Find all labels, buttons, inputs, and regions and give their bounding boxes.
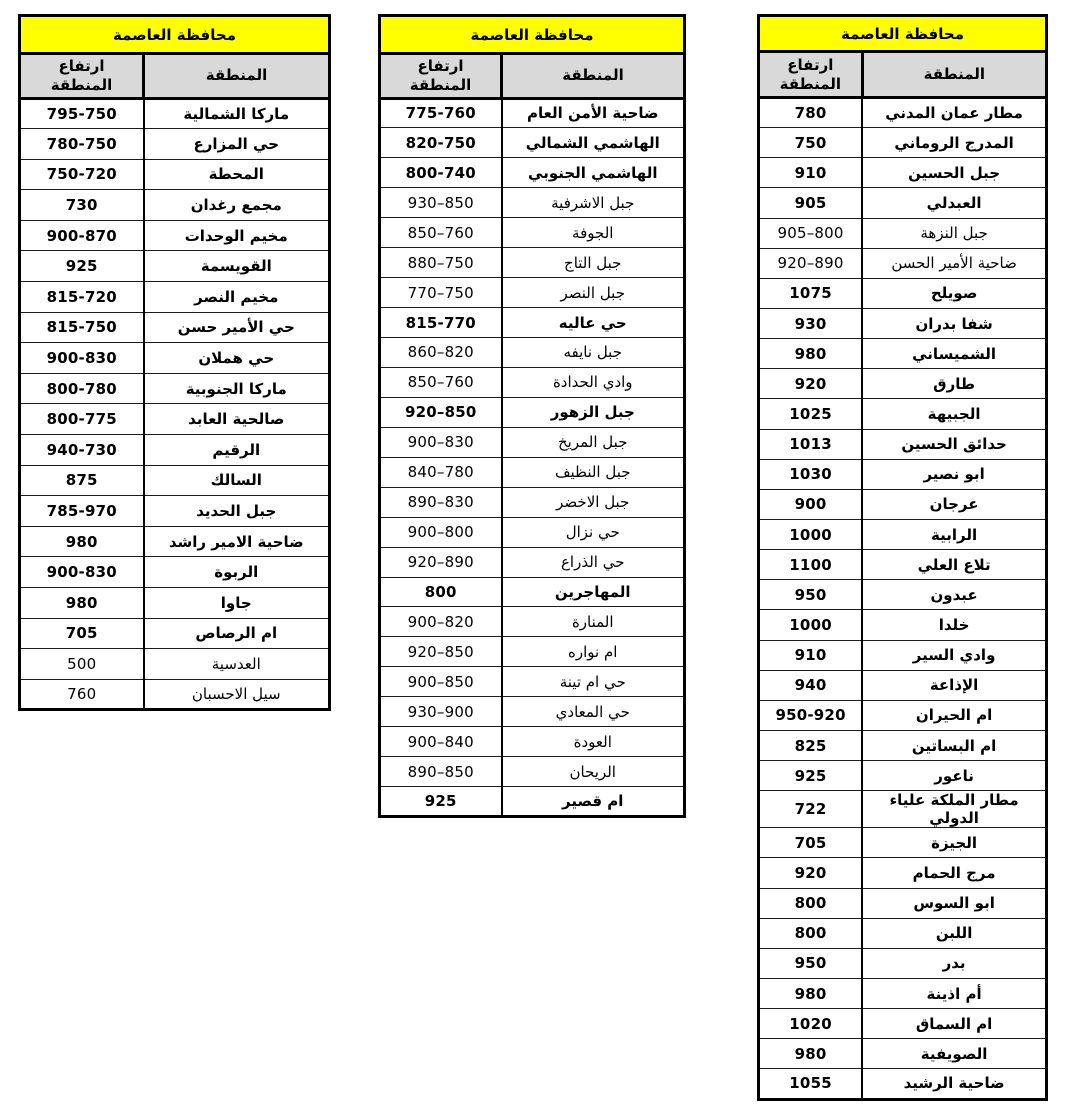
area-name-cell: العدسية xyxy=(144,649,330,680)
table-row xyxy=(380,517,685,547)
table-row xyxy=(759,369,1047,399)
area-name-cell: حي نزال xyxy=(502,517,685,547)
table-row xyxy=(380,367,685,397)
column-header-row xyxy=(380,54,685,99)
area-name-cell: الجيزة xyxy=(862,828,1046,858)
table-row xyxy=(380,218,685,248)
table-row xyxy=(380,787,685,817)
area-elevation-cell: 920–890 xyxy=(759,248,863,278)
area-elevation-cell: 1025 xyxy=(759,399,863,429)
area-name-cell: جبل الاشرفية xyxy=(502,188,685,218)
table-row xyxy=(380,457,685,487)
table-row xyxy=(380,158,685,188)
area-name-cell: الريحان xyxy=(502,757,685,787)
area-elevation-cell: 1013 xyxy=(759,429,863,459)
area-elevation-cell: 815-750 xyxy=(20,312,144,343)
area-elevation-cell: 850–760 xyxy=(380,218,502,248)
area-elevation-cell: 500 xyxy=(20,649,144,680)
table-row xyxy=(380,308,685,338)
governorate-table-left xyxy=(18,14,331,711)
table-row xyxy=(20,282,330,313)
area-name-cell: ام نواره xyxy=(502,637,685,667)
area-name-cell: ماركا الشمالية xyxy=(144,98,330,129)
area-elevation-cell: 925 xyxy=(380,787,502,817)
area-name-cell: ناعور xyxy=(862,761,1046,791)
table-row xyxy=(759,158,1047,188)
area-elevation-cell: 980 xyxy=(20,526,144,557)
area-elevation-cell: 722 xyxy=(759,791,863,828)
area-name-cell: المهاجرين xyxy=(502,577,685,607)
area-name-cell: ام البساتين xyxy=(862,730,1046,760)
column-header-row xyxy=(20,54,330,99)
area-elevation-cell: 1000 xyxy=(759,519,863,549)
area-name-cell: اللبن xyxy=(862,918,1046,948)
table-row xyxy=(759,188,1047,218)
table-row xyxy=(20,649,330,680)
area-name-cell: الشميساني xyxy=(862,339,1046,369)
table-row xyxy=(20,465,330,496)
capital-governorate-table xyxy=(378,14,686,818)
area-name-cell: العبدلي xyxy=(862,188,1046,218)
area-elevation-cell: 1000 xyxy=(759,610,863,640)
area-name-cell: ابو السوس xyxy=(862,888,1046,918)
table-row xyxy=(759,640,1047,670)
area-name-cell: المنارة xyxy=(502,607,685,637)
area-name-cell: أم اذينة xyxy=(862,978,1046,1008)
area-name-cell: العودة xyxy=(502,727,685,757)
area-elevation-cell: 780-750 xyxy=(20,129,144,160)
table-title: محافظة العاصمة xyxy=(20,16,330,54)
area-name-cell: شفا بدران xyxy=(862,308,1046,338)
table-row xyxy=(759,888,1047,918)
area-elevation-cell: 950 xyxy=(759,948,863,978)
area-elevation-cell: 705 xyxy=(20,618,144,649)
area-elevation-cell: 920 xyxy=(759,858,863,888)
table-row xyxy=(759,700,1047,730)
area-elevation-cell: 925 xyxy=(759,761,863,791)
area-elevation-cell: 1020 xyxy=(759,1009,863,1039)
area-name-cell: ضاحية الرشيد xyxy=(862,1069,1046,1099)
table-row xyxy=(380,427,685,457)
area-elevation-cell: 880–750 xyxy=(380,248,502,278)
area-name-cell: الجوفة xyxy=(502,218,685,248)
table-row xyxy=(20,312,330,343)
area-elevation-cell: 780 xyxy=(759,98,863,128)
table-row xyxy=(759,858,1047,888)
area-elevation-cell: 825 xyxy=(759,730,863,760)
column-header-area: المنطقة xyxy=(144,54,330,99)
table-row xyxy=(20,129,330,160)
column-header-elevation: ارتفاع المنطقة xyxy=(20,54,144,99)
table-row xyxy=(380,188,685,218)
table-row xyxy=(20,98,330,129)
area-name-cell: جبل الحديد xyxy=(144,496,330,527)
area-elevation-cell: 980 xyxy=(759,978,863,1008)
capital-governorate-table xyxy=(18,14,331,711)
table-row xyxy=(20,343,330,374)
column-header-row xyxy=(759,52,1047,98)
area-name-cell: ضاحية الأمن العام xyxy=(502,98,685,128)
area-name-cell: جاوا xyxy=(144,588,330,619)
table-row xyxy=(759,218,1047,248)
area-elevation-cell: 890–830 xyxy=(380,487,502,517)
column-header-area: المنطقة xyxy=(502,54,685,99)
table-row xyxy=(759,730,1047,760)
table-row xyxy=(759,459,1047,489)
area-elevation-cell: 1100 xyxy=(759,550,863,580)
area-elevation-cell: 910 xyxy=(759,158,863,188)
area-name-cell: حي هملان xyxy=(144,343,330,374)
area-elevation-cell: 920 xyxy=(759,369,863,399)
table-row xyxy=(759,519,1047,549)
area-name-cell: عرجان xyxy=(862,489,1046,519)
table-row xyxy=(380,757,685,787)
area-name-cell: وادي السير xyxy=(862,640,1046,670)
area-name-cell: مخيم النصر xyxy=(144,282,330,313)
table-row xyxy=(20,618,330,649)
table-row xyxy=(759,550,1047,580)
table-row xyxy=(380,697,685,727)
area-elevation-cell: 905–800 xyxy=(759,218,863,248)
table-row xyxy=(759,978,1047,1008)
table-row xyxy=(759,339,1047,369)
area-name-cell: مجمع رغدان xyxy=(144,190,330,221)
area-elevation-cell: 900 xyxy=(759,489,863,519)
table-row xyxy=(20,404,330,435)
table-row xyxy=(759,489,1047,519)
area-elevation-cell: 815-770 xyxy=(380,308,502,338)
table-row xyxy=(20,220,330,251)
area-elevation-cell: 840–780 xyxy=(380,457,502,487)
area-name-cell: وادي الحدادة xyxy=(502,367,685,397)
governorate-table-right xyxy=(757,14,1048,1101)
area-elevation-cell: 800 xyxy=(759,888,863,918)
area-name-cell: جبل الزهور xyxy=(502,397,685,427)
table-title: محافظة العاصمة xyxy=(759,16,1047,52)
area-name-cell: الربوة xyxy=(144,557,330,588)
area-elevation-cell: 900-830 xyxy=(20,557,144,588)
area-name-cell: حي الأمير حسن xyxy=(144,312,330,343)
area-name-cell: الهاشمي الجنوبي xyxy=(502,158,685,188)
area-elevation-cell: 900–800 xyxy=(380,517,502,547)
area-name-cell: ضاحية الأمير الحسن xyxy=(862,248,1046,278)
area-name-cell: مطار عمان المدني xyxy=(862,98,1046,128)
table-row xyxy=(380,338,685,368)
column-header-elevation: ارتفاع المنطقة xyxy=(380,54,502,99)
area-name-cell: سيل الاحسبان xyxy=(144,679,330,710)
area-name-cell: الصويفية xyxy=(862,1039,1046,1069)
area-elevation-cell: 900–830 xyxy=(380,427,502,457)
table-row xyxy=(759,248,1047,278)
area-elevation-cell: 950-920 xyxy=(759,700,863,730)
area-elevation-cell: 890–850 xyxy=(380,757,502,787)
table-row xyxy=(20,526,330,557)
table-row xyxy=(759,1009,1047,1039)
table-row xyxy=(759,761,1047,791)
area-elevation-cell: 770–750 xyxy=(380,278,502,308)
area-name-cell: جبل الاخضر xyxy=(502,487,685,517)
area-elevation-cell: 950 xyxy=(759,580,863,610)
table-row xyxy=(20,190,330,221)
table-row xyxy=(759,1069,1047,1099)
area-elevation-cell: 930 xyxy=(759,308,863,338)
area-name-cell: حي المعادي xyxy=(502,697,685,727)
table-row xyxy=(759,128,1047,158)
area-name-cell: تلاع العلي xyxy=(862,550,1046,580)
table-row xyxy=(759,399,1047,429)
table-row xyxy=(380,397,685,427)
area-name-cell: الهاشمي الشمالي xyxy=(502,128,685,158)
area-elevation-cell: 910 xyxy=(759,640,863,670)
governorate-table-middle xyxy=(378,14,686,818)
area-elevation-cell: 730 xyxy=(20,190,144,221)
area-elevation-cell: 900-830 xyxy=(20,343,144,374)
table-row xyxy=(20,557,330,588)
table-row xyxy=(20,588,330,619)
table-row xyxy=(380,577,685,607)
area-elevation-cell: 800 xyxy=(380,577,502,607)
table-row xyxy=(759,429,1047,459)
table-row xyxy=(759,948,1047,978)
table-row xyxy=(380,547,685,577)
area-elevation-cell: 800-775 xyxy=(20,404,144,435)
table-row xyxy=(380,128,685,158)
area-name-cell: السالك xyxy=(144,465,330,496)
area-elevation-cell: 940-730 xyxy=(20,435,144,466)
table-row xyxy=(20,435,330,466)
area-name-cell: جبل المريخ xyxy=(502,427,685,457)
table-row xyxy=(20,496,330,527)
area-name-cell: صويلح xyxy=(862,278,1046,308)
area-elevation-cell: 705 xyxy=(759,828,863,858)
area-name-cell: عبدون xyxy=(862,580,1046,610)
area-name-cell: خلدا xyxy=(862,610,1046,640)
area-name-cell: المحطة xyxy=(144,159,330,190)
table-row xyxy=(380,637,685,667)
area-elevation-cell: 930–850 xyxy=(380,188,502,218)
area-name-cell: ابو نصير xyxy=(862,459,1046,489)
area-elevation-cell: 980 xyxy=(759,1039,863,1069)
column-header-area: المنطقة xyxy=(862,52,1046,98)
area-elevation-cell: 775-760 xyxy=(380,98,502,128)
table-row xyxy=(759,1039,1047,1069)
area-name-cell: الرقيم xyxy=(144,435,330,466)
area-name-cell: الرابية xyxy=(862,519,1046,549)
area-name-cell: طارق xyxy=(862,369,1046,399)
table-row xyxy=(759,918,1047,948)
area-name-cell: حي الذراع xyxy=(502,547,685,577)
area-name-cell: مرج الحمام xyxy=(862,858,1046,888)
table-row xyxy=(759,791,1047,828)
area-name-cell: الإذاعة xyxy=(862,670,1046,700)
table-row xyxy=(380,607,685,637)
area-name-cell: مطار الملكة علياء الدولي xyxy=(862,791,1046,828)
area-name-cell: حي ام تينة xyxy=(502,667,685,697)
area-name-cell: ام قصير xyxy=(502,787,685,817)
area-name-cell: ام الحيران xyxy=(862,700,1046,730)
area-elevation-cell: 800 xyxy=(759,918,863,948)
table-title-row xyxy=(380,16,685,54)
table-row xyxy=(20,373,330,404)
area-name-cell: ام السماق xyxy=(862,1009,1046,1039)
area-name-cell: الجبيهة xyxy=(862,399,1046,429)
table-row xyxy=(759,278,1047,308)
table-row xyxy=(380,667,685,697)
area-name-cell: بدر xyxy=(862,948,1046,978)
area-name-cell: جبل الحسين xyxy=(862,158,1046,188)
area-elevation-cell: 785-970 xyxy=(20,496,144,527)
table-title-row xyxy=(20,16,330,54)
area-elevation-cell: 1055 xyxy=(759,1069,863,1099)
area-name-cell: جبل النظيف xyxy=(502,457,685,487)
area-elevation-cell: 925 xyxy=(20,251,144,282)
area-elevation-cell: 1075 xyxy=(759,278,863,308)
area-name-cell: حدائق الحسين xyxy=(862,429,1046,459)
area-elevation-cell: 900–850 xyxy=(380,667,502,697)
area-elevation-cell: 1030 xyxy=(759,459,863,489)
area-elevation-cell: 930–900 xyxy=(380,697,502,727)
table-row xyxy=(759,828,1047,858)
area-elevation-cell: 800-740 xyxy=(380,158,502,188)
area-name-cell: القويسمة xyxy=(144,251,330,282)
area-name-cell: صالحية العابد xyxy=(144,404,330,435)
area-elevation-cell: 800-780 xyxy=(20,373,144,404)
area-elevation-cell: 860–820 xyxy=(380,338,502,368)
table-row xyxy=(759,98,1047,128)
area-elevation-cell: 905 xyxy=(759,188,863,218)
area-elevation-cell: 750-720 xyxy=(20,159,144,190)
area-name-cell: حي المزارع xyxy=(144,129,330,160)
area-name-cell: جبل النصر xyxy=(502,278,685,308)
area-name-cell: جبل التاج xyxy=(502,248,685,278)
table-row xyxy=(759,610,1047,640)
capital-governorate-table xyxy=(757,14,1048,1101)
table-row xyxy=(380,248,685,278)
area-elevation-cell: 820-750 xyxy=(380,128,502,158)
area-elevation-cell: 875 xyxy=(20,465,144,496)
area-elevation-cell: 850–760 xyxy=(380,367,502,397)
area-name-cell: مخيم الوحدات xyxy=(144,220,330,251)
area-name-cell: المدرج الروماني xyxy=(862,128,1046,158)
table-row xyxy=(759,670,1047,700)
table-row xyxy=(759,308,1047,338)
area-elevation-cell: 900-870 xyxy=(20,220,144,251)
table-row xyxy=(380,98,685,128)
area-elevation-cell: 980 xyxy=(20,588,144,619)
table-row xyxy=(380,727,685,757)
table-row xyxy=(759,580,1047,610)
area-elevation-cell: 900–840 xyxy=(380,727,502,757)
area-elevation-cell: 940 xyxy=(759,670,863,700)
table-row xyxy=(380,278,685,308)
area-elevation-cell: 920–890 xyxy=(380,547,502,577)
area-name-cell: ام الرصاص xyxy=(144,618,330,649)
area-elevation-cell: 760 xyxy=(20,679,144,710)
area-name-cell: جبل نايفه xyxy=(502,338,685,368)
area-elevation-cell: 750 xyxy=(759,128,863,158)
table-title: محافظة العاصمة xyxy=(380,16,685,54)
area-elevation-cell: 900–820 xyxy=(380,607,502,637)
area-elevation-cell: 920–850 xyxy=(380,397,502,427)
table-row xyxy=(20,251,330,282)
area-name-cell: جبل النزهة xyxy=(862,218,1046,248)
area-elevation-cell: 980 xyxy=(759,339,863,369)
table-title-row xyxy=(759,16,1047,52)
area-elevation-cell: 815-720 xyxy=(20,282,144,313)
table-row xyxy=(20,159,330,190)
table-row xyxy=(380,487,685,517)
area-elevation-cell: 920–850 xyxy=(380,637,502,667)
area-name-cell: ماركا الجنوبية xyxy=(144,373,330,404)
area-name-cell: حي عاليه xyxy=(502,308,685,338)
area-name-cell: ضاحية الامير راشد xyxy=(144,526,330,557)
column-header-elevation: ارتفاع المنطقة xyxy=(759,52,863,98)
area-elevation-cell: 795-750 xyxy=(20,98,144,129)
table-row xyxy=(20,679,330,710)
